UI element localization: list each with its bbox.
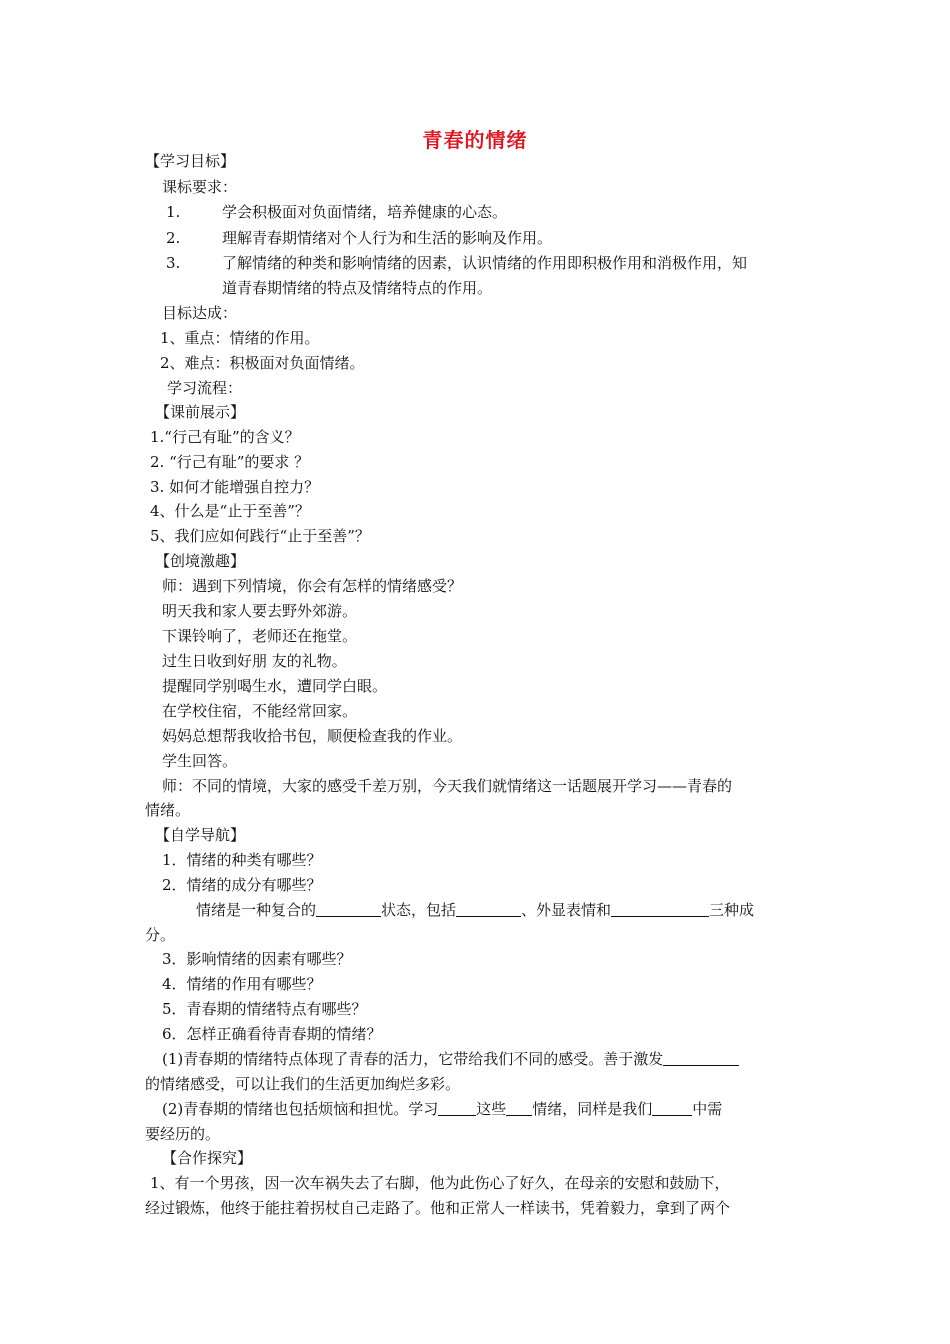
fill-text: 状态，包括 — [381, 901, 457, 919]
coop-text-cont: 经过锻炼，他终于能拄着拐杖自己走路了。他和正常人一样读书，凭着毅力，拿到了两个 — [145, 1199, 731, 1217]
scene-item: 妈妈总想帮我收拾书包，顺便检查我的作业。 — [162, 727, 463, 745]
fill-in-sentence — [196, 900, 754, 920]
answer-blank[interactable] — [456, 900, 521, 917]
answer-blank[interactable] — [652, 1099, 692, 1116]
item-number: 3. — [166, 254, 181, 272]
para-text: 这些 — [476, 1100, 507, 1118]
curriculum-item — [166, 253, 747, 273]
curriculum-item — [166, 202, 507, 222]
scene-item: 学生回答。 — [162, 752, 238, 770]
fill-in-end: 分。 — [145, 926, 176, 944]
item-text: 了解情绪的种类和影响情绪的因素，认识情绪的作用即积极作用和消极作用，知 — [222, 254, 748, 272]
preview-item: 1.“行己有耻”的含义？ — [150, 428, 300, 446]
preview-item: 4、什么是“止于至善”？ — [150, 502, 310, 520]
target-label: 目标达成： — [162, 304, 238, 322]
item-text: 学会积极面对负面情绪，培养健康的心态。 — [222, 203, 508, 221]
question: 3．影响情绪的因素有哪些？ — [162, 950, 352, 968]
curriculum-continuation: 道青春期情绪的特点及情绪特点的作用。 — [222, 279, 493, 297]
scene-item: 在学校住宿，不能经常回家。 — [162, 702, 358, 720]
fill-text: 、外显表情和 — [521, 901, 612, 919]
scene-intro: 师：遇到下列情境，你会有怎样的情绪感受？ — [162, 577, 463, 595]
paragraph-2 — [162, 1099, 722, 1119]
fill-text: 三种成 — [709, 901, 755, 919]
curriculum-item — [166, 228, 552, 248]
item-number: 1. — [166, 203, 181, 221]
answer-blank[interactable] — [611, 900, 709, 917]
fill-text: 情绪是一种复合的 — [196, 901, 317, 919]
scene-item: 明天我和家人要去野外郊游。 — [162, 602, 358, 620]
question: 2．情绪的成分有哪些？ — [162, 876, 322, 894]
paragraph-2-cont: 要经历的。 — [145, 1125, 221, 1143]
coop-heading: 【合作探究】 — [162, 1149, 253, 1167]
answer-blank[interactable] — [506, 1099, 532, 1116]
difficult-point: 2、难点：积极面对负面情绪。 — [160, 354, 365, 372]
para-text: 中需 — [692, 1100, 723, 1118]
scene-heading: 【创境激趣】 — [155, 552, 246, 570]
preview-item: 3. 如何才能增强自控力？ — [150, 478, 320, 496]
question: 6．怎样正确看待青春期的情绪？ — [162, 1025, 382, 1043]
question: 4．情绪的作用有哪些？ — [162, 975, 322, 993]
page-title: 青春的情绪 — [422, 128, 528, 152]
curriculum-label: 课标要求： — [162, 178, 238, 196]
scene-item: 提醒同学别喝生水，遭同学白眼。 — [162, 677, 388, 695]
flow-label: 学习流程： — [167, 379, 243, 397]
preview-item: 2. “行己有耻”的要求 ？ — [150, 453, 310, 471]
question: 5．青春期的情绪特点有哪些？ — [162, 1000, 367, 1018]
answer-blank[interactable] — [438, 1099, 476, 1116]
answer-blank[interactable] — [663, 1049, 739, 1066]
key-point: 1、重点：情绪的作用。 — [160, 329, 320, 347]
answer-blank[interactable] — [316, 900, 381, 917]
preview-heading: 【课前展示】 — [155, 403, 246, 421]
paragraph-1-cont: 的情绪感受，可以让我们的生活更加绚烂多彩。 — [145, 1075, 461, 1093]
para-text: 情绪，同样是我们 — [532, 1100, 653, 1118]
question: 1．情绪的种类有哪些？ — [162, 851, 322, 869]
item-number: 2. — [166, 229, 181, 247]
teacher-line-cont: 情绪。 — [145, 801, 191, 819]
para-text: (2)青春期的情绪也包括烦恼和担忧。学习 — [162, 1100, 439, 1118]
scene-item: 过生日收到好朋 友的礼物。 — [162, 652, 347, 670]
coop-text: 1、有一个男孩，因一次车祸失去了右脚，他为此伤心了好久，在母亲的安慰和鼓励下， — [150, 1174, 730, 1192]
scene-item: 下课铃响了，老师还在拖堂。 — [162, 627, 358, 645]
goals-heading: 【学习目标】 — [145, 152, 236, 170]
teacher-line: 师：不同的情境，大家的感受千差万别，今天我们就情绪这一话题展开学习——青春的 — [162, 777, 733, 795]
preview-item: 5、我们应如何践行“止于至善”？ — [150, 527, 370, 545]
para-text: (1)青春期的情绪特点体现了青春的活力，它带给我们不同的感受。善于激发 — [162, 1050, 664, 1068]
self-study-heading: 【自学导航】 — [155, 826, 246, 844]
paragraph-1 — [162, 1049, 739, 1069]
item-text: 理解青春期情绪对个人行为和生活的影响及作用。 — [222, 229, 553, 247]
